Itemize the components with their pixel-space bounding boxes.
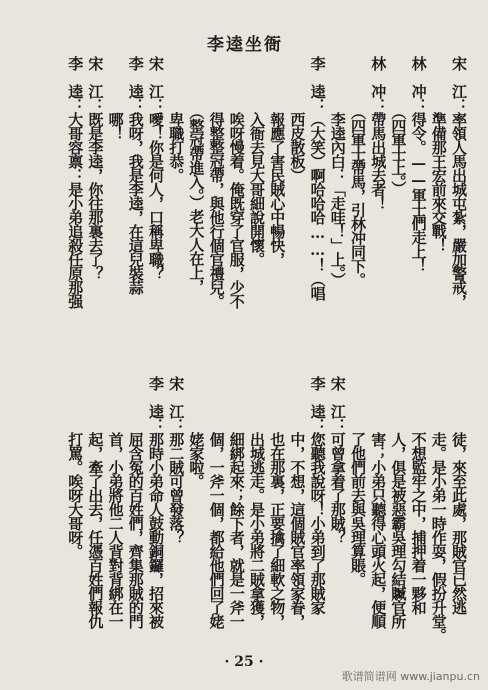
text-column: 唉呀慢着。俺既穿了官服，少不: [227, 56, 246, 308]
text-column: 姥家啦。: [187, 376, 206, 488]
text-column: 人，俱是被惡霸吳理勾結贓官所: [389, 376, 408, 628]
text-column: 得整整冠帶，與他行個官禮兒。: [207, 56, 226, 308]
text-column: 起，牽了出去，任憑百姓們報仇: [86, 376, 105, 628]
text-column: 宋 江：既是李逵，你往那裏去了？: [86, 56, 105, 280]
text-column: 李 逵：那時小弟命人鼓動銅鑼，招來被: [147, 376, 165, 628]
text-column: 宋 江：噯！你是何人，口稱卑職？: [147, 56, 165, 280]
text-column: 卑職打恭。: [167, 56, 186, 182]
text-column: 西皮散板）: [288, 56, 307, 182]
text-column: 首，小弟將他二人背對背綁在一: [106, 376, 125, 628]
text-column: 個，一斧一個，都給他們回了姥: [207, 376, 226, 628]
text-column: 李逵內白：「走哇！」上。）: [328, 56, 347, 287]
page-title: 李逵坐衙: [207, 35, 283, 55]
text-column: 走。是小弟一時作耍，假扮升堂。: [429, 376, 448, 642]
text-column: 李 逵：我呀，我是李逵，在這兒裝蒜: [126, 56, 145, 294]
text-column: 宋 江：率領人馬出城屯紮，嚴加警戒，: [450, 56, 468, 308]
text-column: 打罵。唉呀大哥呀。: [66, 376, 85, 558]
text-column: 報應了害民賊心中暢快，: [268, 56, 287, 266]
text-column: 也在那裏，正要擒了細軟之物，: [268, 376, 287, 628]
watermark: 歌谱简谱网 www.jianpu.cn: [341, 670, 480, 683]
text-column: 中，不想，這個賊官率領家眷，: [288, 376, 307, 628]
text-column: 準備那王宏前來交戰！: [429, 56, 448, 252]
text-column: 李 逵：（大笑）啊哈哈哈……！（唱: [308, 56, 327, 300]
text-column: 哪！: [106, 56, 125, 140]
text-column: 出城逃走。是小弟將二賊拿獲，: [248, 376, 266, 628]
text-column: 李 逵：大哥容禀：是小弟追殺任原那强: [66, 56, 85, 308]
text-column: （整冠帶進入。）老大人在上，: [187, 56, 206, 293]
text-column: 林 冲：帶馬出城去者！: [369, 56, 388, 210]
text-column: 徒，來至此處，那賊官已然逃: [450, 376, 468, 614]
text-column: 李 逵：您聽我說呀！小弟到了那賊家: [308, 376, 327, 614]
text-column: 細綁起來；餘下者，就是一斧一: [227, 376, 246, 628]
page-number: · 25 ·: [224, 654, 264, 670]
text-column: 入衙去見大哥細說開懷。: [248, 56, 266, 266]
text-column: 不想監牢之中，捕押着一夥和: [409, 376, 428, 614]
text-column: 林 冲：得令。——軍士們走上！: [409, 56, 428, 272]
text-column: （四軍士帶馬，引林冲同下。: [349, 56, 367, 287]
text-column: 宋 江：可曾拿着了那賊？: [328, 376, 347, 544]
text-column: 屈含冤的百姓們，齊集那賊的門: [126, 376, 145, 628]
text-column: 害；小弟只聽得心頭火起，便順: [369, 376, 388, 628]
text-column: 了他們前去與吳理算賬。: [349, 376, 367, 586]
text-column: 宋 江：那二賊可曾發落？: [167, 376, 186, 544]
text-column: （四軍士上。）: [389, 56, 408, 195]
